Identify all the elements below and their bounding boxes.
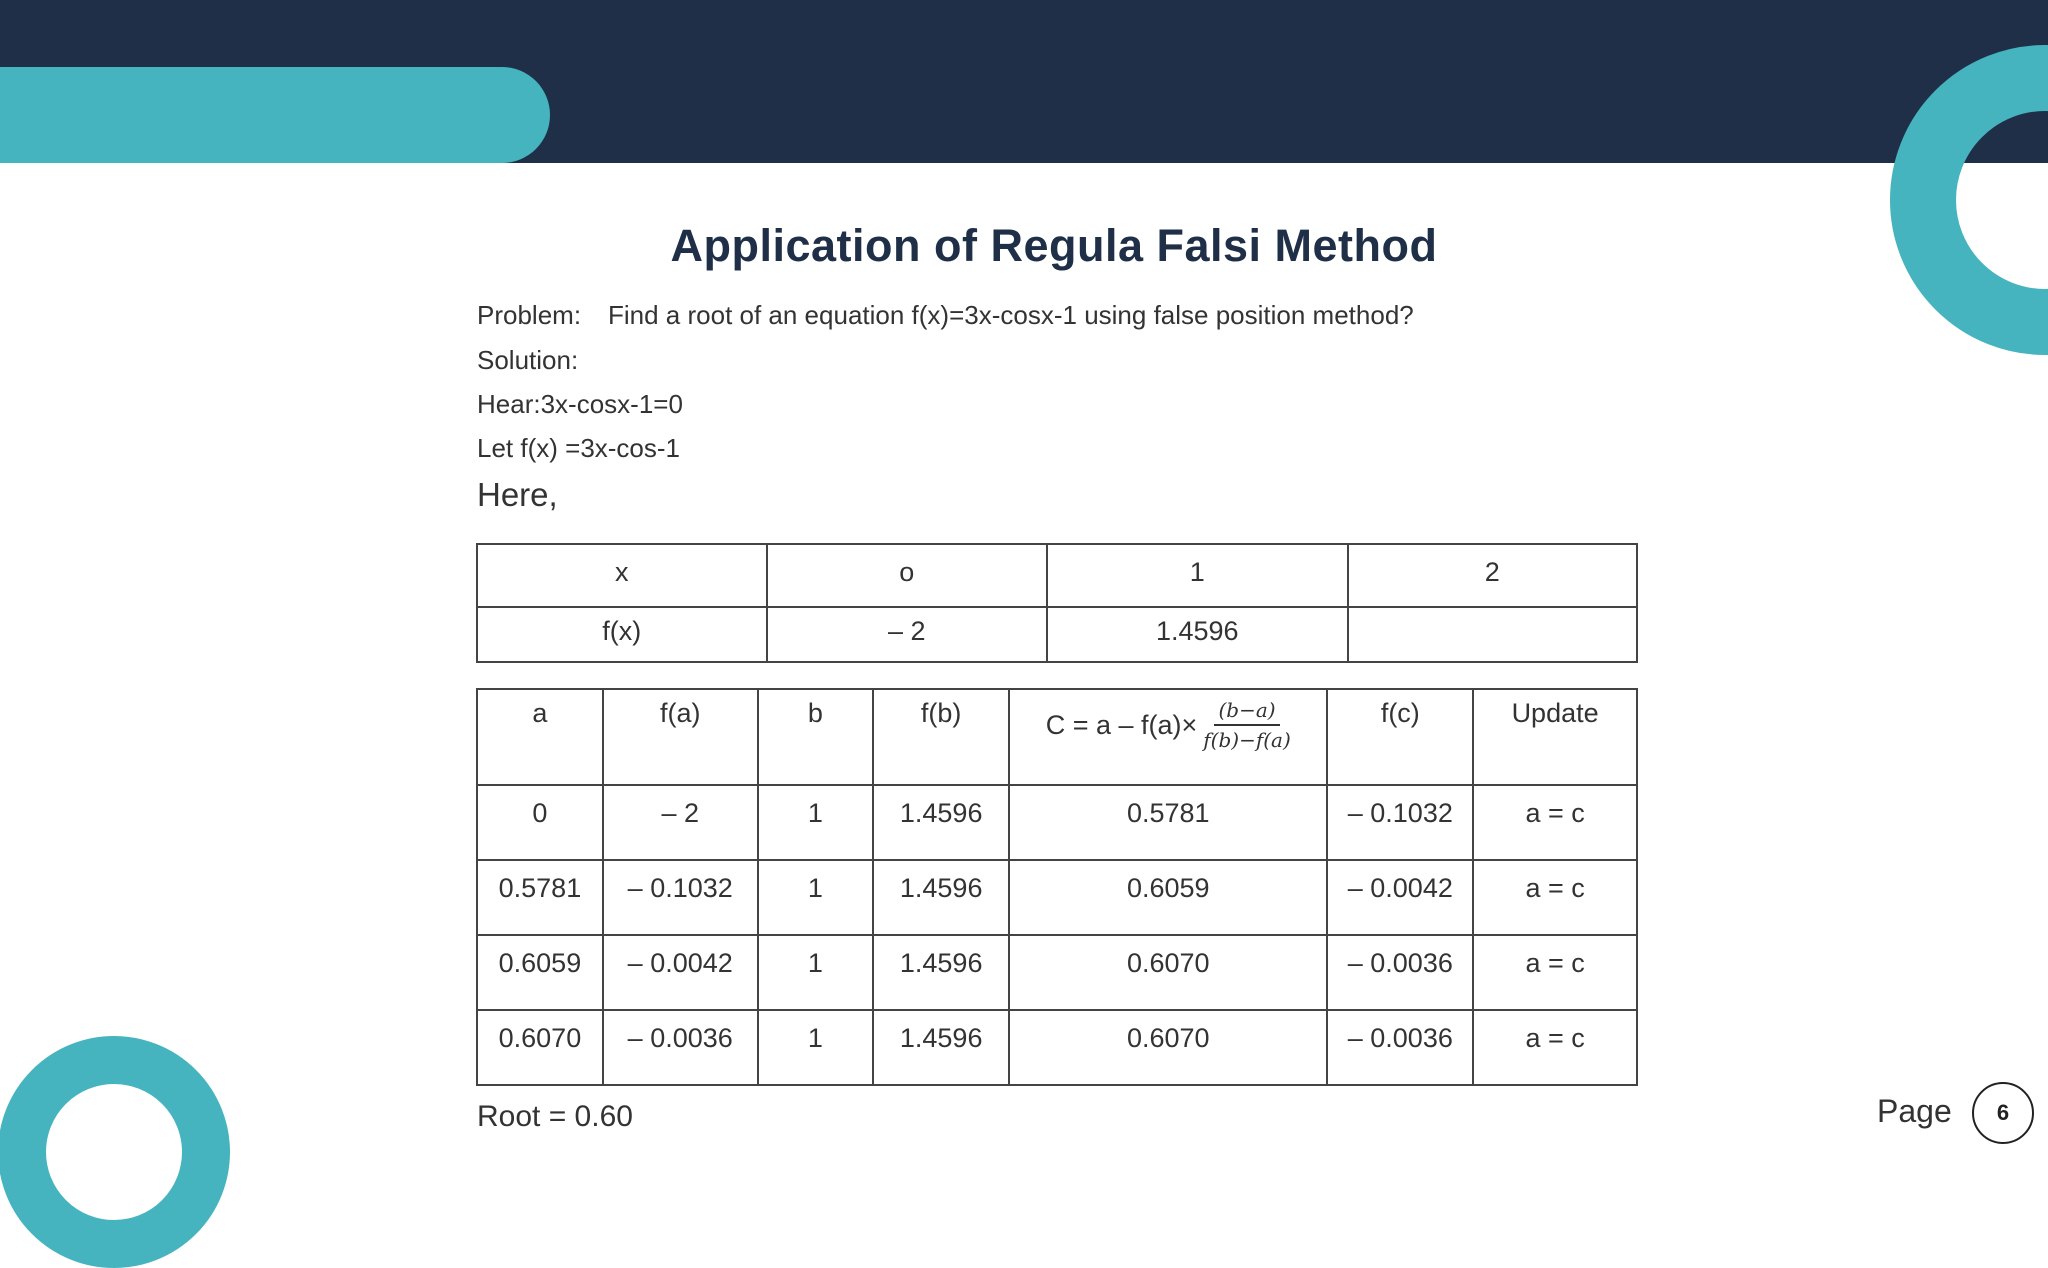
decorative-ring-bottom-left (0, 1036, 230, 1268)
table-cell: 1.4596 (873, 785, 1009, 860)
table-cell: 1.4596 (1047, 607, 1348, 662)
table-cell: 1.4596 (873, 1010, 1009, 1085)
formula-fraction (1203, 698, 1291, 752)
table-cell (1348, 607, 1637, 662)
problem-label: Problem: (477, 300, 582, 330)
table-cell: 1 (1047, 544, 1348, 607)
table-cell: 1 (758, 1010, 874, 1085)
table-cell: o (767, 544, 1047, 607)
table-cell: 0 (477, 785, 603, 860)
table-header-row (477, 689, 1637, 785)
formula-numerator: (b−a) (1214, 698, 1279, 726)
table-cell: – 0.0042 (1327, 860, 1473, 935)
table-cell: – 0.0042 (603, 935, 758, 1010)
header-c-formula (1009, 689, 1327, 785)
header-a: a (477, 689, 603, 785)
table-cell: 1.4596 (873, 935, 1009, 1010)
header-update: Update (1473, 689, 1637, 785)
table-cell: 0.6070 (1009, 1010, 1327, 1085)
table-cell: – 0.1032 (1327, 785, 1473, 860)
table-cell: a = c (1473, 1010, 1637, 1085)
equation-line: Hear:3x-cosx-1=0 (477, 389, 683, 419)
here-label: Here, (477, 476, 558, 513)
table-row (477, 1010, 1637, 1085)
table-row (477, 935, 1637, 1010)
page-label: Page (1877, 1093, 1952, 1129)
table-cell: a = c (1473, 785, 1637, 860)
table-cell: 1 (758, 785, 874, 860)
header-fc: f(c) (1327, 689, 1473, 785)
table-cell: – 0.1032 (603, 860, 758, 935)
formula-denominator: f(b)−f(a) (1203, 728, 1291, 752)
solution-label: Solution: (477, 345, 579, 375)
function-definition: Let f(x) =3x-cos-1 (477, 433, 681, 463)
table-cell: a = c (1473, 935, 1637, 1010)
table-cell: 0.6059 (477, 935, 603, 1010)
problem-text: Find a root of an equation f(x)=3x-cosx-1 using false position method? (608, 300, 1414, 330)
table-cell: 1.4596 (873, 860, 1009, 935)
table-cell: – 0.0036 (1327, 1010, 1473, 1085)
table-cell: a = c (1473, 860, 1637, 935)
root-result: Root = 0.60 (477, 1100, 633, 1133)
header-b: b (758, 689, 874, 785)
table-cell: 0.5781 (477, 860, 603, 935)
formula-prefix: C = a – f(a)× (1045, 709, 1198, 740)
page-number: 6 (1996, 1100, 2010, 1125)
table-cell: – 0.0036 (603, 1010, 758, 1085)
table-cell: – 2 (603, 785, 758, 860)
iteration-table (476, 688, 1638, 1086)
table-cell: – 2 (767, 607, 1047, 662)
table-row (477, 544, 1637, 607)
function-values-table (476, 543, 1638, 663)
table-cell: 0.6070 (1009, 935, 1327, 1010)
slide-title: Application of Regula Falsi Method (670, 220, 1438, 271)
table-cell: 0.6070 (477, 1010, 603, 1085)
table-row (477, 607, 1637, 662)
decorative-pill-shape (0, 67, 550, 163)
table-cell: 0.5781 (1009, 785, 1327, 860)
table-row (477, 785, 1637, 860)
table-cell: – 0.0036 (1327, 935, 1473, 1010)
header-fb: f(b) (873, 689, 1009, 785)
table-cell: f(x) (477, 607, 767, 662)
table-cell: 1 (758, 935, 874, 1010)
problem-statement (477, 300, 1414, 331)
table-cell: 1 (758, 860, 874, 935)
table-cell: x (477, 544, 767, 607)
table-cell: 2 (1348, 544, 1637, 607)
page-number-badge (1972, 1082, 2034, 1144)
table-cell: 0.6059 (1009, 860, 1327, 935)
header-fa: f(a) (603, 689, 758, 785)
table-row (477, 860, 1637, 935)
